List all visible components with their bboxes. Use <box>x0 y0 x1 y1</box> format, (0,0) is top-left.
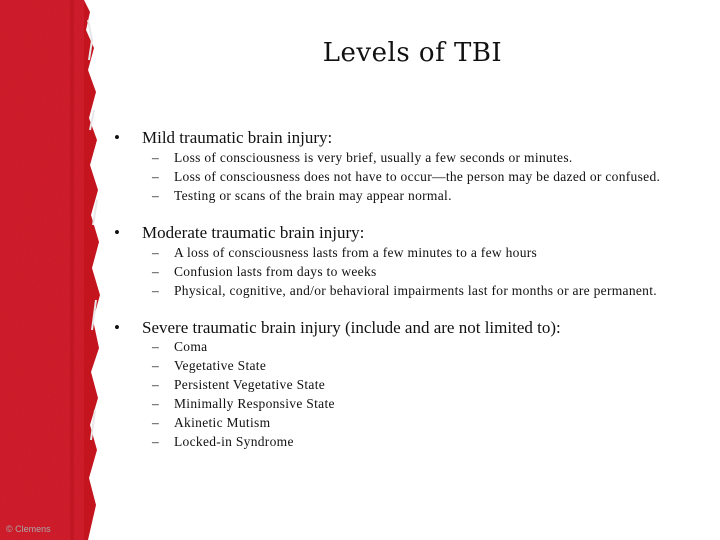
dash-icon: – <box>152 188 160 203</box>
list-item: – Akinetic Mutism <box>152 415 271 430</box>
list-item: – Loss of consciousness does not have to occur—the person may be dazed or confused. <box>152 169 661 184</box>
moderate-list <box>152 245 672 302</box>
list-item: – Confusion lasts from days to weeks <box>152 264 377 279</box>
list-item: – Coma <box>152 339 208 354</box>
dash-icon: – <box>152 283 160 298</box>
dash-icon: – <box>152 434 160 449</box>
slide-title: Levels of TBI <box>322 38 503 68</box>
section-heading-severe <box>114 318 561 338</box>
dash-icon: – <box>152 169 160 184</box>
list-item: – Locked-in Syndrome <box>152 434 294 449</box>
mild-list <box>152 150 672 207</box>
bullet-icon: • <box>114 128 120 147</box>
section-heading-text: Mild traumatic brain injury: <box>142 128 333 147</box>
dash-icon: – <box>152 358 160 373</box>
list-item: – Testing or scans of the brain may appear normal. <box>152 188 452 203</box>
bullet-icon: • <box>114 318 120 337</box>
list-item: – Vegetative State <box>152 358 267 373</box>
dash-icon: – <box>152 264 160 279</box>
list-item: – Persistent Vegetative State <box>152 377 326 392</box>
section-heading-text: Severe traumatic brain injury (include and are not limited to): <box>142 318 561 337</box>
list-item: – A loss of consciousness lasts from a few minutes to a few hours <box>152 245 538 260</box>
section-heading-text: Moderate traumatic brain injury: <box>142 223 365 242</box>
dash-icon: – <box>152 396 160 411</box>
severe-list <box>152 339 672 453</box>
dash-icon: – <box>152 377 160 392</box>
dash-icon: – <box>152 245 160 260</box>
bullet-icon: • <box>114 223 120 242</box>
dash-icon: – <box>152 150 160 165</box>
list-item: – Physical, cognitive, and/or behavioral impairments last for months or are permanent. <box>152 283 657 298</box>
section-heading-mild <box>114 128 332 148</box>
dash-icon: – <box>152 339 160 354</box>
list-item: – Minimally Responsive State <box>152 396 335 411</box>
list-item: – Loss of consciousness is very brief, usually a few seconds or minutes. <box>152 150 573 165</box>
copyright-text: © Clemens <box>6 524 51 534</box>
section-heading-moderate <box>114 223 364 243</box>
dash-icon: – <box>152 415 160 430</box>
